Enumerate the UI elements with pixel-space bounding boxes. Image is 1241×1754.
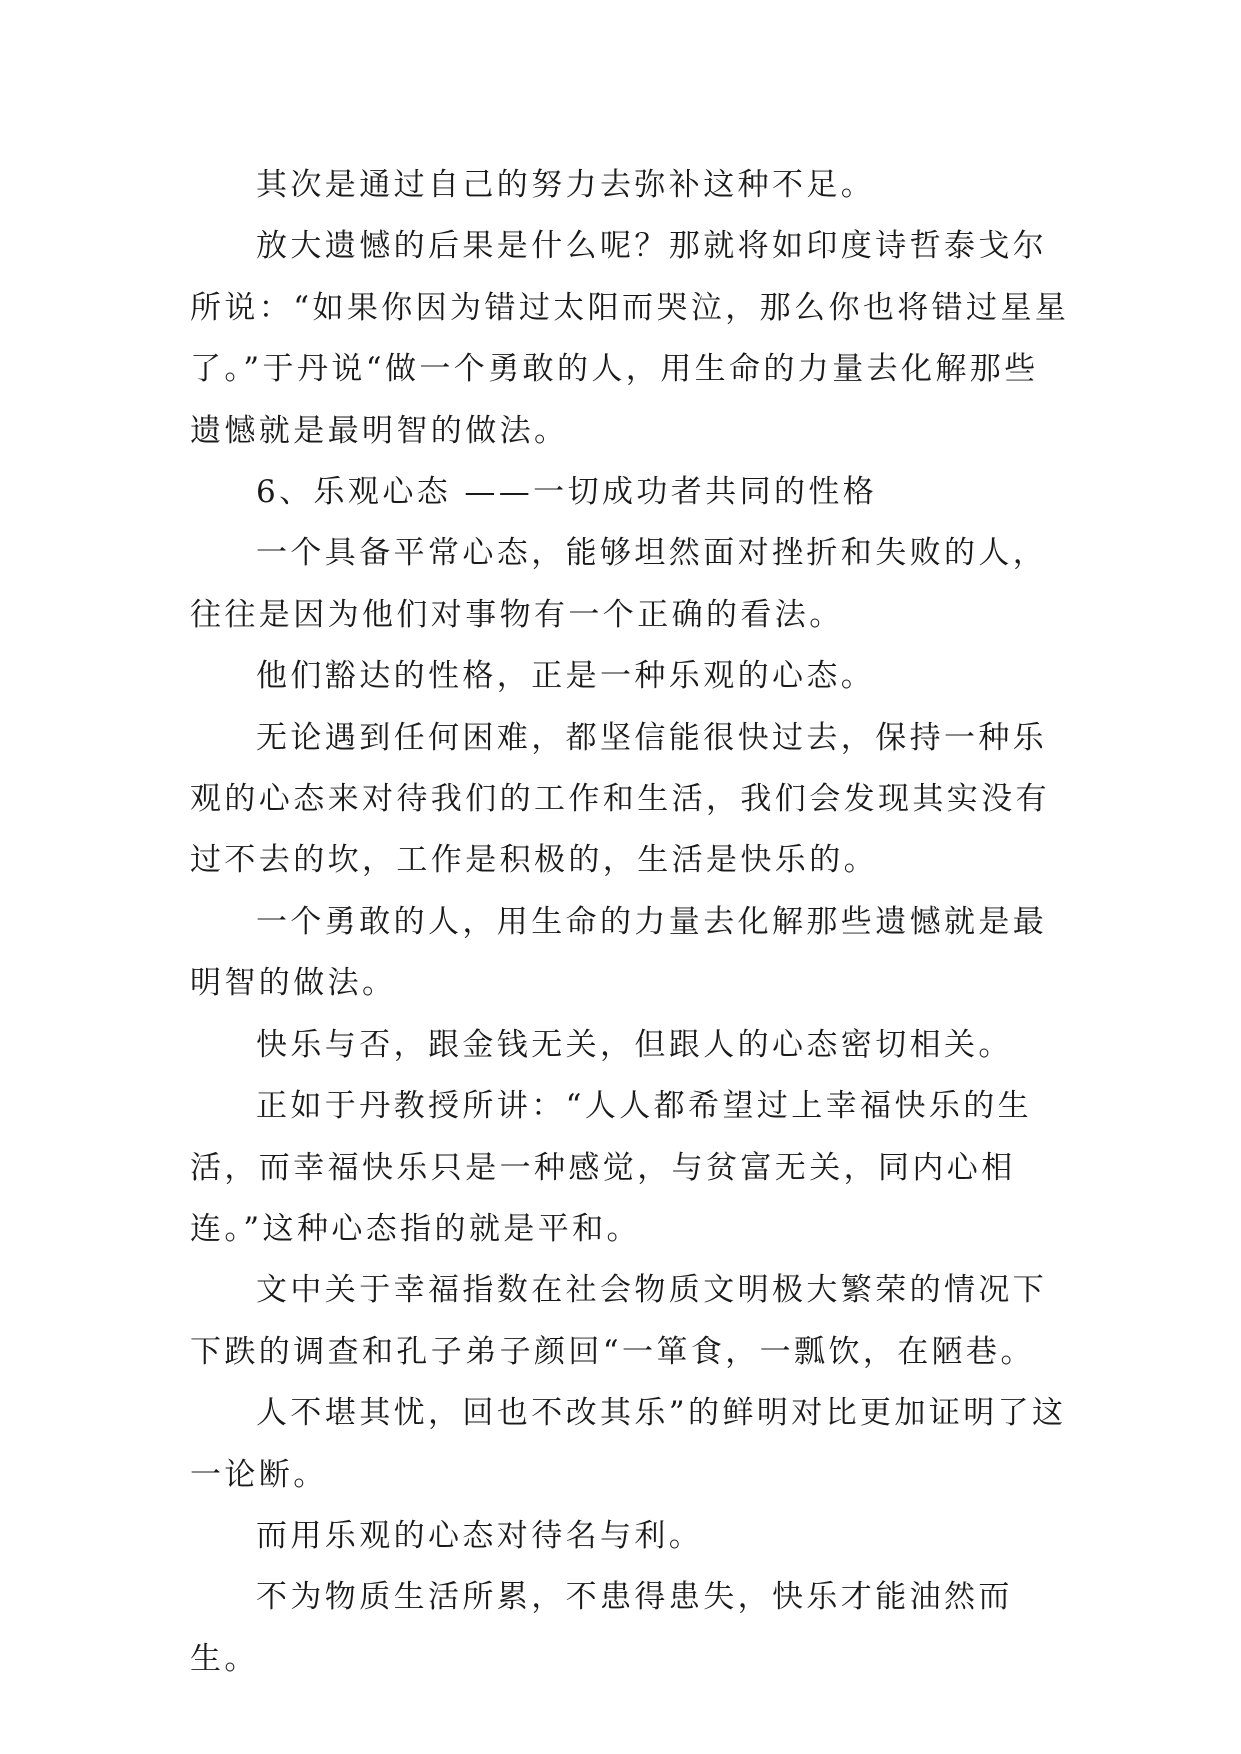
paragraph-10: 人不堪其忧，回也不改其乐”的鲜明对比更加证明了这一论断。 bbox=[190, 1395, 1067, 1493]
paragraph-6: 一个勇敢的人，用生命的力量去化解那些遗憾就是最明智的做法。 bbox=[190, 903, 1048, 1002]
paragraph-1: 其次是通过自己的努力去弥补这种不足。 bbox=[256, 167, 876, 203]
paragraph-3: 一个具备平常心态，能够坦然面对挫折和失败的人，往往是因为他们对事物有一个正确的看法。 bbox=[190, 535, 1048, 633]
paragraph-8: 正如于丹教授所讲：“人人都希望过上幸福快乐的生活，而幸福快乐只是一种感觉，与贫富无关，同内心相连。”这种心态指的就是平和。 bbox=[190, 1088, 1033, 1247]
section-heading-optimism: 6、乐观心态 ——一切成功者共同的性格 bbox=[256, 474, 878, 511]
paragraph-9: 文中关于幸福指数在社会物质文明极大繁荣的情况下下跌的调查和孔子弟子颜回“一箪食，一瓢饮，在陋巷。 bbox=[190, 1272, 1048, 1370]
paragraph-12: 不为物质生活所累，不患得患失，快乐才能油然而生。 bbox=[190, 1579, 1013, 1677]
paragraph-7: 快乐与否，跟金钱无关，但跟人的心态密切相关。 bbox=[256, 1026, 1013, 1063]
document-body bbox=[190, 155, 1070, 1690]
paragraph-11: 而用乐观的心态对待名与利。 bbox=[256, 1517, 704, 1554]
paragraph-5: 无论遇到任何困难，都坚信能很快过去，保持一种乐观的心态来对待我们的工作和生活，我们会发现其实没有过不去的坎，工作是积极的，生活是快乐的。 bbox=[190, 719, 1050, 879]
paragraph-4: 他们豁达的性格，正是一种乐观的心态。 bbox=[256, 658, 876, 695]
paragraph-2: 放大遗憾的后果是什么呢？那就将如印度诗哲泰戈尔所说：“如果你因为错过太阳而哭泣，那么你也将错过星星了。”于丹说“做一个勇敢的人，用生命的力量去化解那些遗憾就是最明智的做法。 bbox=[190, 228, 1070, 449]
